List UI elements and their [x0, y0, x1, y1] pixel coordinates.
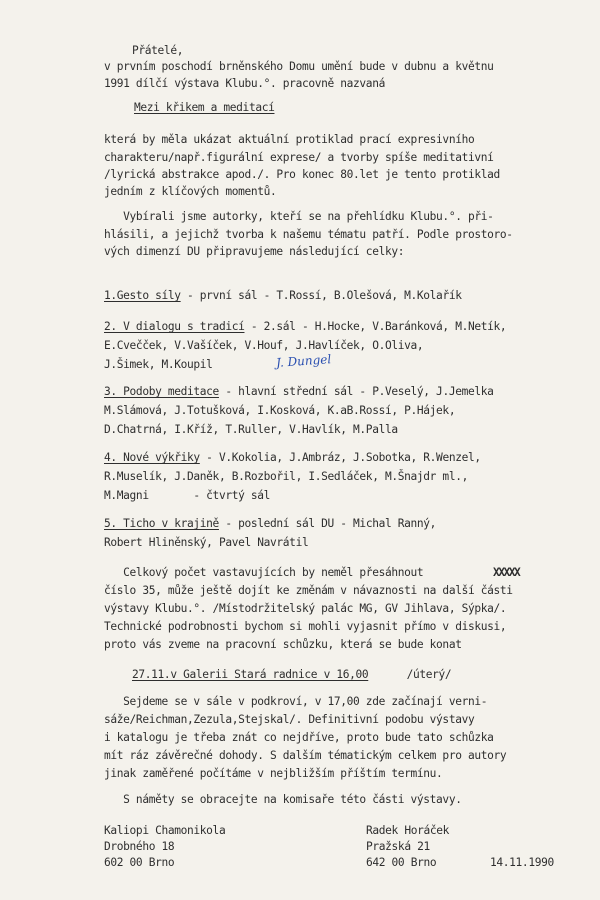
closing-line: S náměty se obracejte na komisaře této části výstavy.	[104, 793, 462, 806]
section-heading: 5. Ticho v krajině	[104, 517, 219, 530]
signature-city-1: 602 00 Brno	[104, 856, 175, 869]
signature-city-2: 642 00 Brno	[366, 856, 437, 869]
para4-line-1: Sejdeme se v sále v podkroví, v 17,00 zde začínají verni-	[104, 695, 488, 708]
para3-line-5: proto vás zveme na pracovní schůzku, která se bude konat	[104, 638, 462, 651]
para2-line-3: vých dimenzí DU připravujeme následující celky:	[104, 245, 405, 258]
section-heading: 4. Nové výkřiky	[104, 451, 200, 464]
para4-line-2: sáže/Reichman,Zezula,Stejskal/. Definitivní podobu výstavy	[104, 713, 475, 726]
section-line: - hlavní střední sál - P.Veselý, J.Jemelka	[218, 385, 494, 398]
para3-line-1: Celkový počet vastavujících by neměl přesáhnout	[104, 566, 468, 579]
signature-street-1: Drobného 18	[104, 840, 175, 853]
greeting: Přátelé,	[132, 44, 184, 57]
meeting-day: /úterý/	[406, 668, 452, 681]
section-line: E.Cvečček, V.Vašíček, V.Houf, J.Havlíček, O.Oliva,	[104, 339, 424, 352]
struck-out-text: XXXXX	[493, 566, 520, 579]
section-line: R.Muselík, J.Daněk, B.Rozbořil, I.Sedláček, M.Šnajdr ml.,	[104, 470, 468, 483]
intro-line-2: 1991 dílčí výstava Klubu.°. pracovně nazvaná	[104, 77, 385, 90]
section-2	[104, 320, 506, 334]
para3-line-4: Technické podrobnosti bychom si mohli vyjasnit přímo v diskusi,	[104, 620, 507, 633]
para2-line-2: hlásili, a jejichž tvorba k našemu tématu patří. Podle prostoro-	[104, 228, 513, 241]
para4-line-5: jinak zaměřené počítáme v nejbližším příštím termínu.	[104, 767, 443, 780]
section-line: - V.Kokolia, J.Ambráz, J.Sobotka, R.Wenzel,	[199, 451, 481, 464]
para3-line-3: výstavy Klubu.°. /Místodržitelský palác MG, GV Jihlava, Sýpka/.	[104, 602, 507, 615]
para4-line-4: mít ráz závěrečné dohody. S dalším tématickým celkem pro autory	[104, 749, 507, 762]
meeting-date-place: 27.11.v Galerii Stará radnice v 16,00	[132, 668, 369, 681]
section-3	[104, 385, 494, 399]
section-line: - první sál - T.Rossí, B.Olešová, M.Kolařík	[180, 289, 462, 302]
para1-line-3: /lyrická abstrakce apod./. Pro konec 80.let je tento protiklad	[104, 168, 500, 181]
section-1	[104, 289, 462, 303]
para3-line-2: číslo 35, může ještě dojít ke změnám v návaznosti na další části	[104, 584, 513, 597]
section-5	[104, 517, 436, 531]
section-line: M.Magni - čtvrtý sál	[104, 489, 271, 502]
intro-line-1: v prvním poschodí brněnského Domu umění bude v dubnu a květnu	[104, 60, 494, 73]
section-heading: 3. Podoby meditace	[104, 385, 219, 398]
section-line: M.Slámová, J.Totušková, I.Kosková, K.aB.Rossí, P.Hájek,	[104, 404, 456, 417]
para1-line-2: charakteru/např.figurální exprese/ a tvorby spíše meditativní	[104, 151, 494, 164]
section-line: Robert Hliněnský, Pavel Navrátil	[104, 536, 309, 549]
section-heading: 2. V dialogu s tradicí	[104, 320, 245, 333]
section-line: D.Chatrná, I.Kříž, T.Ruller, V.Havlík, M.Palla	[104, 423, 398, 436]
section-line: J.Šimek, M.Koupil	[104, 358, 213, 371]
para1-line-1: která by měla ukázat aktuální protiklad prací expresivního	[104, 133, 475, 146]
section-line: - poslední sál DU - Michal Ranný,	[218, 517, 437, 530]
para4-line-3: i katalogu je třeba znát co nejdříve, proto bude tato schůzka	[104, 731, 494, 744]
section-line: - 2.sál - H.Hocke, V.Baránková, M.Netík,	[244, 320, 507, 333]
section-4	[104, 451, 481, 465]
signature-name-1: Kaliopi Chamonikola	[104, 824, 226, 837]
signature-street-2: Pražská 21	[366, 840, 430, 853]
exhibition-title: Mezi křikem a meditací	[134, 101, 275, 114]
para1-line-4: jedním z klíčových momentů.	[104, 185, 277, 198]
letter-date: 14.11.1990	[490, 856, 554, 869]
section-heading: 1.Gesto síly	[104, 289, 181, 302]
handwritten-note: J. Dungel	[275, 352, 332, 370]
para2-line-1: Vybírali jsme autorky, kteří se na přehlídku Klubu.°. při-	[104, 210, 494, 223]
signature-name-2: Radek Horáček	[366, 824, 450, 837]
meeting-line	[132, 668, 451, 682]
